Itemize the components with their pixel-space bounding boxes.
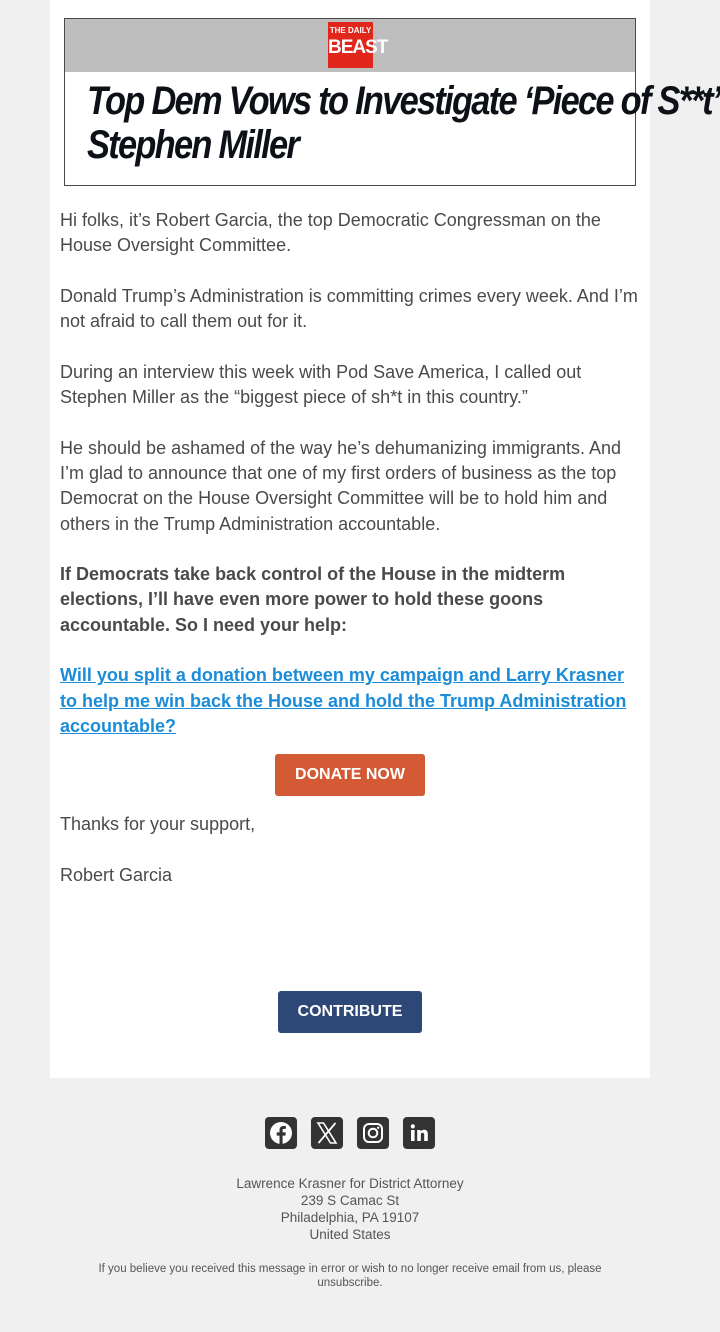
unsubscribe-link[interactable]: unsubscribe. bbox=[317, 1277, 383, 1289]
footer-address bbox=[0, 1175, 700, 1243]
contribute-button[interactable]: CONTRIBUTE bbox=[278, 991, 422, 1033]
paragraph-interview: During an interview this week with Pod Save America, I called out Stephen Miller as the “biggest piece of sh*t in this country.” bbox=[60, 361, 582, 408]
signoff-thanks: Thanks for your support, bbox=[60, 814, 256, 834]
paragraph-accountable: He should be ashamed of the way he’s dehumanizing immigrants. And I’m glad to announce that one of my first orders of business as the top Democrat on the House Oversight Committee will be to hold him and others in the Trump Administration accountable. bbox=[60, 437, 621, 534]
footer-city: Philadelphia, PA 19107 bbox=[280, 1210, 420, 1225]
footer-disclaimer bbox=[80, 1262, 620, 1290]
headline-line-1: Top Dem Vows to Investigate ‘Piece of S**t’ bbox=[87, 79, 720, 123]
daily-beast-logo bbox=[328, 22, 388, 68]
instagram-icon[interactable] bbox=[357, 1117, 389, 1149]
logo-line-1: THE DAILY bbox=[329, 26, 372, 35]
hero-headline bbox=[87, 79, 720, 167]
hero-banner[interactable] bbox=[64, 18, 720, 186]
logo-line-2: BEAST bbox=[328, 37, 388, 58]
signoff bbox=[60, 812, 645, 913]
x-icon[interactable] bbox=[311, 1117, 343, 1149]
email-body bbox=[60, 208, 645, 765]
social-links bbox=[0, 1117, 700, 1151]
paragraph-crimes: Donald Trump’s Administration is committing crimes every week. And I’m not afraid to call them out for it. bbox=[60, 285, 638, 332]
footer-country: United States bbox=[309, 1227, 391, 1242]
donate-now-button[interactable]: DONATE NOW bbox=[275, 754, 425, 796]
paragraph-intro: Hi folks, it’s Robert Garcia, the top Democratic Congressman on the House Oversight Committee. bbox=[60, 210, 601, 256]
headline-line-2: Stephen Miller bbox=[87, 123, 299, 167]
paragraph-cta bbox=[60, 663, 645, 739]
facebook-icon[interactable] bbox=[265, 1117, 297, 1149]
donation-split-link[interactable]: Will you split a donation between my campaign and Larry Krasner to help me win back the House and hold the Trump Administration accountable? bbox=[60, 665, 627, 736]
linkedin-icon[interactable] bbox=[403, 1117, 435, 1149]
paragraph-ask: If Democrats take back control of the House in the midterm elections, I’ll have even more power to hold these goons accountable. So I need your help: bbox=[60, 564, 566, 635]
disclaimer-text: If you believe you received this message in error or wish to no longer receive email from us, please bbox=[98, 1263, 602, 1275]
footer-org: Lawrence Krasner for District Attorney bbox=[236, 1176, 464, 1191]
signoff-name: Robert Garcia bbox=[60, 864, 173, 885]
footer-street: 239 S Camac St bbox=[300, 1193, 400, 1208]
email-card bbox=[50, 0, 720, 1078]
